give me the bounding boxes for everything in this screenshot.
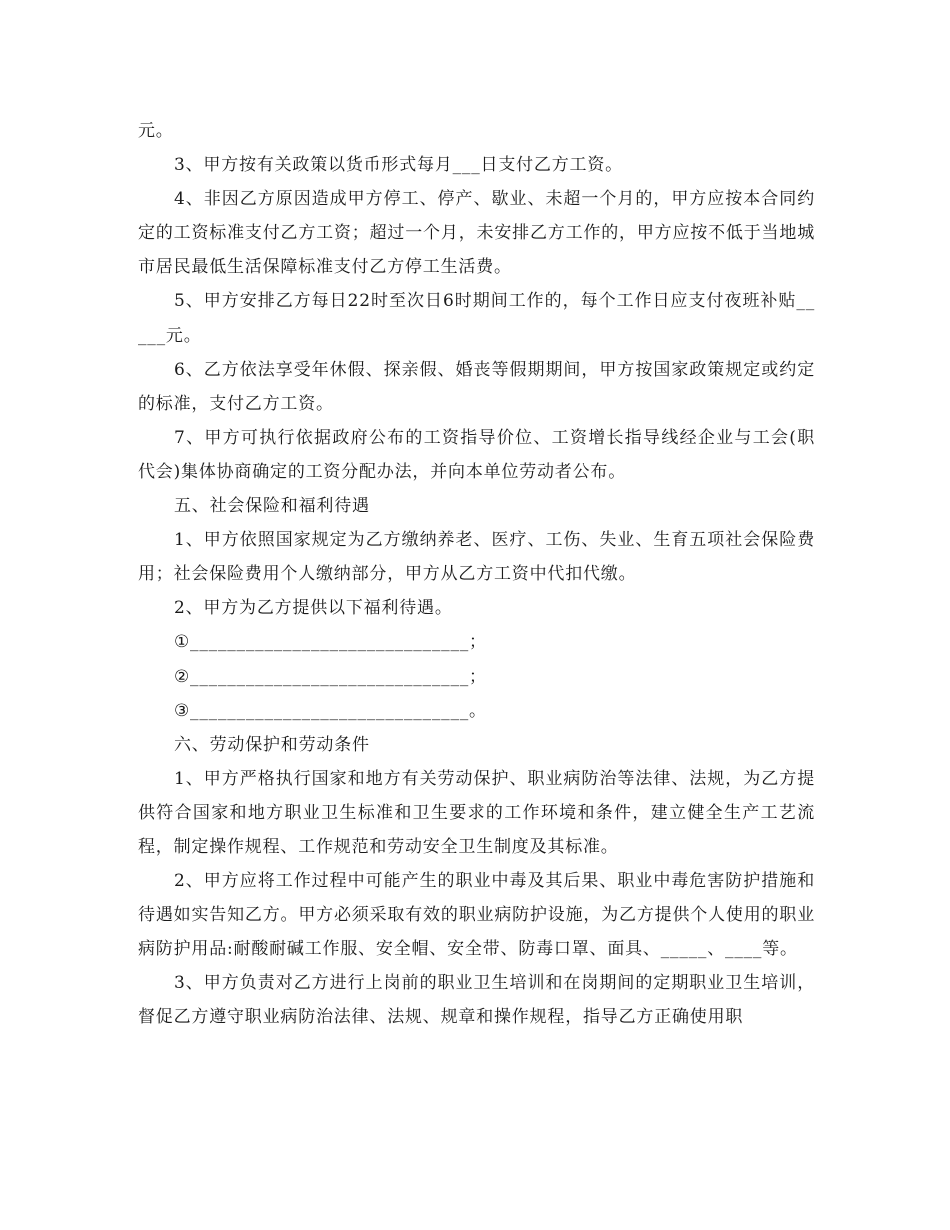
paragraph-clause-6-1: 1、甲方严格执行国家和地方有关劳动保护、职业病防治等法律、法规，为乙方提供符合国家和地方职业卫生标准和卫生要求的工作环境和条件，建立健全生产工艺流程，制定操作规程、工作规范和劳动安全卫生制度及其标准。 [138,768,815,857]
paragraph-clause-4-4: 4、非因乙方原因造成甲方停工、停产、歇业、未超一个月的，甲方应按本合同约定的工资标准支付乙方工资；超过一个月，未安排乙方工作的，甲方应按不低于当地城市居民最低生活保障标准支付乙方停工生活费。 [138,189,815,278]
paragraph-clause-4-5: 5、甲方安排乙方每日22时至次日6时期间工作的，每个工作日应支付夜班补贴_____元。 [138,291,815,346]
benefit-blank-2: ②______________________________； [174,666,487,687]
benefit-blank-3: ③______________________________。 [174,700,487,721]
paragraph-continuation: 元。 [138,121,174,141]
section-heading-6: 六、劳动保护和劳动条件 [174,734,370,755]
benefit-blank-1: ①______________________________； [174,632,487,653]
paragraph-clause-5-1: 1、甲方依照国家规定为乙方缴纳养老、医疗、工伤、失业、生育五项社会保险费用；社会保险费用个人缴纳部分，甲方从乙方工资中代扣代缴。 [138,530,815,585]
paragraph-clause-6-3: 3、甲方负责对乙方进行上岗前的职业卫生培训和在岗期间的定期职业卫生培训，督促乙方遵守职业病防治法律、法规、规章和操作规程，指导乙方正确使用职 [138,973,815,1028]
document-body [138,114,815,1035]
paragraph-clause-4-6: 6、乙方依法享受年休假、探亲假、婚丧等假期期间，甲方按国家政策规定或约定的标准，支付乙方工资。 [138,359,815,414]
section-heading-5: 五、社会保险和福利待遇 [174,496,370,517]
paragraph-clause-4-3: 3、甲方按有关政策以货币形式每月___日支付乙方工资。 [174,155,623,176]
paragraph-clause-6-2: 2、甲方应将工作过程中可能产生的职业中毒及其后果、职业中毒危害防护措施和待遇如实告知乙方。甲方必须采取有效的职业病防护设施，为乙方提供个人使用的职业病防护用品:耐酸耐碱工作服、安全帽、安全带、防毒口罩、面具、_____、____等。 [138,871,815,960]
paragraph-clause-4-7: 7、甲方可执行依据政府公布的工资指导价位、工资增长指导线经企业与工会(职代会)集体协商确定的工资分配办法，并向本单位劳动者公布。 [138,427,815,482]
paragraph-clause-5-2: 2、甲方为乙方提供以下福利待遇。 [174,598,453,619]
